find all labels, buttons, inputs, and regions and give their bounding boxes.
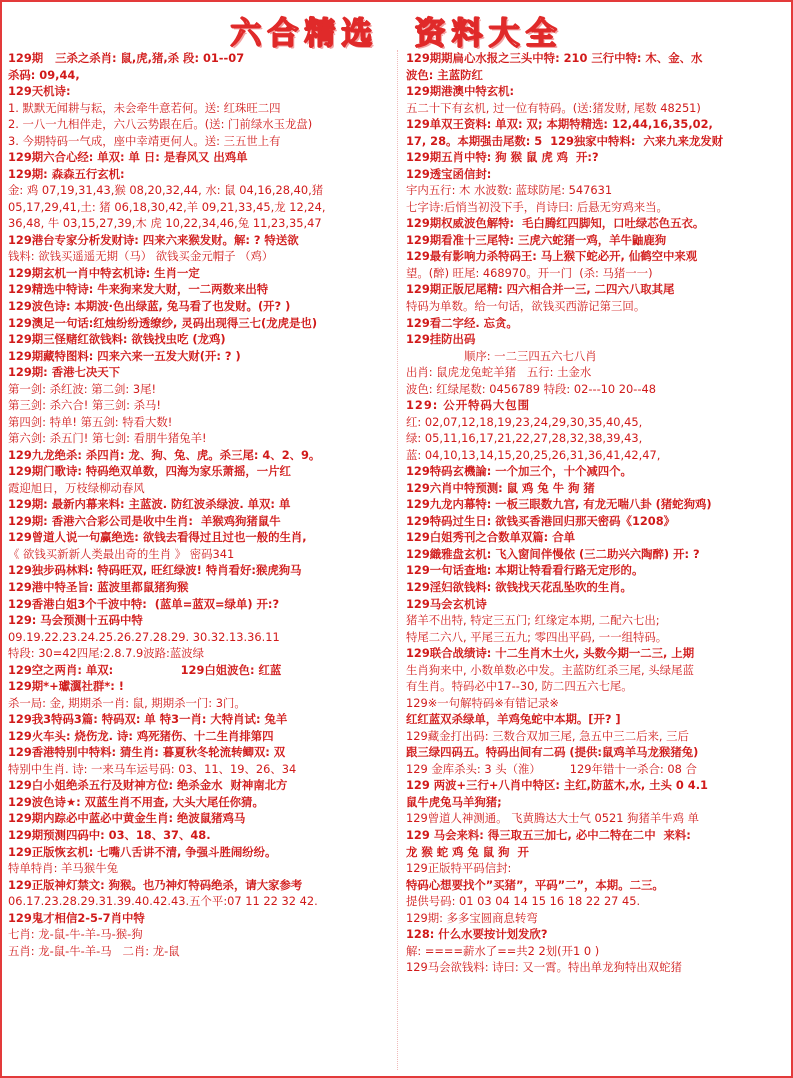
text-line: 2. 一八一九相伴走，六八云势跟在后。(送: 门前绿水玉龙盘) [8, 117, 313, 132]
text-line: 129我3特码3篇: 特码双: 单 特3一肖: 大特肖试: 兔羊 [8, 712, 288, 727]
text-line: 129期玄机一肖中特玄机诗: 生肖一定 [8, 265, 200, 280]
text-line: 第一剑: 杀红波: 第二剑: 3尾! [8, 381, 157, 396]
text-line: 129联合战绩诗: 十二生肖木土火, 头数今期一二三, 上期 [406, 646, 695, 661]
text-line: 霞迎旭日，万枝绿柳动春风 [8, 480, 145, 495]
text-line: 129 金库杀头: 3 头（淮） 129年错十一杀合: 08 合 [406, 761, 697, 776]
text-line: 129九龙绝杀: 杀四肖: 龙、狗、兔、虎。杀三尾: 4、2、9。 [8, 447, 321, 462]
text-line: 猪羊不出特, 特定三五门; 红缘定本期, 二配六七出; [406, 613, 660, 628]
text-line: 金: 鸡 07,19,31,43,猴 08,20,32,44, 水: 鼠 04,16,28,40,猪 [8, 183, 324, 198]
text-line: 红红蓝双杀绿单，羊鸡兔蛇中本期。[开? ] [406, 712, 621, 727]
text-line: 蓝: 04,10,13,14,15,20,25,26,31,36,41,42,47, [406, 447, 661, 462]
text-line: 129期 三杀之杀肖: 鼠,虎,猪,杀 段: 01--07 [8, 51, 245, 65]
text-line: 129看二字经. 忘贪。 [406, 315, 518, 330]
text-line: 06.17.23.28.29.31.39.40.42.43.五个平:07 11 22 32 42. [8, 894, 318, 909]
page-title [8, 6, 785, 50]
text-line: 129火车头: 烧伤龙. 诗: 鸡死猪伤、十二生肖排第四 [8, 728, 274, 743]
text-line: 129最有影响力杀特码王: 马上猴下蛇必开, 仙鹤空中来观 [406, 249, 698, 264]
text-line: 129天机诗: [8, 84, 71, 99]
text-line: 129白小姐绝杀五行及财神方位: 绝杀金水 财神南北方 [8, 778, 288, 793]
text-line: 129独步码林料: 特码旺双, 旺红绿波! 特肖看好:猴虎狗马 [8, 563, 302, 578]
left-column [8, 50, 387, 1070]
text-line: 特别中生肖. 诗: 一来马车运号码: 03、11、19、26、34 [8, 761, 297, 776]
text-line: 望。(醉) 旺尾: 468970。开一门 (杀: 马猪一一) [406, 265, 653, 280]
text-line: 129期六合心经: 单双: 单 日: 是春风又 出鸡单 [8, 150, 248, 165]
text-line: 解: ====薪水了==共2 2划(开1 0 ) [406, 943, 600, 958]
text-line: 129马会欲钱料: 诗曰: 又一霄。特出单龙狗特出双蛇猪 [406, 960, 682, 975]
text-line: 129期: 香港六合彩公司是收中生肖: 羊猴鸡狗猪鼠牛 [8, 513, 281, 528]
text-line: 129一句话查地: 本期让特看看行路无定形的。 [406, 563, 644, 578]
text-line: 129港台专家分析发财诗: 四来六来猴发财。解: ? 特送欲 [8, 232, 299, 247]
text-line: 绿: 05,11,16,17,21,22,27,28,32,38,39,43, [406, 431, 643, 446]
text-line: 129港中特圣旨: 蓝波里都鼠猪狗猴 [8, 580, 189, 594]
text-line: 129挂防出码 [406, 332, 476, 347]
text-line: 129波色诗★: 双蓝生肖不用查, 大头大尾任你猜。 [8, 794, 264, 809]
text-line: 129期权威波色解特: 毛白腾红四脚知，口吐绿芯色五衣。 [406, 216, 705, 231]
text-line: 129透宝函信封: [406, 166, 492, 181]
text-line: 1. 默默无闻耕与耘，未会牵牛意若何。送: 红珠旺二四 [8, 100, 281, 115]
text-line: 129正版特平码信封: [406, 861, 512, 876]
text-line: 128: 什么水要按计划发欣? [406, 927, 548, 942]
text-line: 特段: 30=42四尾:2.8.7.9波路:蓝波绿 [8, 646, 205, 661]
text-line: 出肖: 鼠虎龙兔蛇羊猪 五行: 土金水 [406, 365, 592, 380]
text-line: 129期: 最新内幕来料: 主蓝波. 防红波杀绿波. 单双: 单 [8, 497, 291, 512]
text-line: 特尾二六八, 平尾三五九; 零四出平码, 一一组特码。 [406, 629, 668, 644]
text-line: 129正版神灯禁文: 狗猴。也乃神灯特码绝杀，请大家参考 [8, 877, 303, 892]
text-line: 129期港澳中特玄机: [406, 84, 515, 99]
text-line: 129期门歌诗: 特码绝双单数，四海为家乐萧摇，一片红 [8, 464, 291, 479]
text-line: 09.19.22.23.24.25.26.27.28.29. 30.32.13.36.11 [8, 629, 280, 644]
text-line: 129澳足一句话:红烛纷纷透缭纱, 灵码出现得三七(龙虎是也) [8, 315, 318, 330]
text-line: 129香港白姐3个千波中特: (蓝单=蓝双=绿单) 开:? [8, 596, 280, 611]
text-line: 129期五肖中特: 狗 猴 鼠 虎 鸡 开:? [406, 150, 599, 165]
text-line: 129六肖中特预测: 鼠 鸡 兔 牛 狗 猪 [406, 480, 595, 495]
text-line: 129: 马会预测十五码中特 [8, 613, 143, 628]
text-line: 129期期扁心水报之三头中特: 210 三行中特: 木、金、水 [406, 51, 703, 65]
text-line: 特码心想要找个”买猪”，平码”二”，本期。二三。 [406, 877, 664, 892]
text-line: 《 欲钱买新新人类最出奇的生肖 》 密码341 [8, 546, 235, 561]
text-line: 跟三绿四码五。特码出间有二码 (提供:鼠鸡羊马龙猴猪兔) [406, 745, 699, 760]
text-line: 129※一句解特码※有错记录※ [406, 695, 559, 710]
text-line: 七肖: 龙-鼠-牛-羊-马-猴-狗 [8, 927, 143, 942]
text-line: 顺序: 一二三四五六七八肖 [406, 348, 597, 363]
text-line: 129藏金打出码: 三数合双加三尾, 急五中三二后来, 三后 [406, 728, 689, 743]
text-line: 杀码: 09,44, [8, 67, 80, 82]
text-line: 36,48, 牛 03,15,27,39,木 虎 10,22,34,46,兔 11,23,35,47 [8, 216, 322, 231]
text-line: 有生肖。特码必中17--30, 防二四五六七尾。 [406, 679, 633, 694]
right-column [397, 50, 785, 1070]
text-line: 129期: 森森五行玄机: [8, 166, 125, 181]
text-line: 129香港特别中特料: 猜生肖: 暮夏秋冬轮流转鲫双: 双 [8, 745, 286, 760]
text-line: 129期: 香港七决天下 [8, 365, 121, 380]
text-line: 第三剑: 杀六合! 第三剑: 杀马! [8, 398, 161, 413]
text-line: 第四剑: 特单! 第五剑: 特看大数! [8, 414, 173, 429]
text-line: 129特码过生日: 欲钱买香港回归那天密码《1208》 [406, 513, 676, 528]
text-line: 杀一局: 金, 期期杀一肖: 鼠, 期期杀一门: 3门。 [8, 695, 246, 710]
text-line: 05,17,29,41,土: 猪 06,18,30,42,羊 09,21,33,45,龙 12,24, [8, 199, 326, 214]
page-title-left: 六合精选 [230, 16, 379, 52]
text-line: 宇内五行: 木 水波数: 蓝球防尾: 547631 [406, 183, 613, 198]
text-line: 龙 猴 蛇 鸡 兔 鼠 狗 开 [406, 844, 529, 859]
text-line: 129期预测四码中: 03、18、37、48. [8, 827, 211, 842]
text-line: 129鬼才相信2-5-7肖中特 [8, 910, 145, 925]
text-line: 波色: 主蓝防红 [406, 67, 483, 82]
text-line: 五肖: 龙-鼠-牛-羊-马 二肖: 龙-鼠 [8, 943, 180, 958]
text-line: 钱料: 欲钱买遥遥无期（马） 欲钱买金元帽子 （鸡） [8, 249, 274, 264]
text-line: 鼠牛虎兔马羊狗猪; [406, 794, 502, 809]
text-line: 129期藏特图料: 四来六来一五发大财(开: ? ) [8, 348, 241, 363]
text-line: 129波色诗: 本期波·色出绿蓝, 兔马看了也发财。(开? ) [8, 298, 291, 313]
text-line: 129 马会来料: 得三取五三加七, 必中二特在二中 来料: [406, 827, 691, 842]
content-columns [8, 50, 785, 1070]
text-line: 129马会玄机诗 [406, 596, 487, 611]
text-line: 第六剑: 杀五门! 第七剑: 看朋牛猪兔羊! [8, 431, 207, 446]
text-line: 129空之两肖: 单双: 129白姐波色: 红蓝 [8, 662, 282, 677]
text-line: 129期内踪必中蓝必中黄金生肖: 绝波鼠猪鸡马 [8, 811, 246, 826]
text-line: 生肖狗来中, 小数单数必中发。主蓝防红杀三尾, 头绿尾蓝 [406, 662, 694, 677]
text-line-highlight: 129: 公开特码大包围 [406, 398, 531, 413]
text-line: 129期三怪赌红欲钱料: 欲钱找虫吃 (龙鸡) [8, 332, 226, 347]
text-line: 红: 02,07,12,18,19,23,24,29,30,35,40,45, [406, 414, 643, 429]
text-line: 129白姐秀刊之合数单双篇: 合单 [406, 530, 575, 545]
text-line: 129曾道人神测通。 飞黄腾达大士气 0521 狗猪羊牛鸡 单 [406, 811, 700, 826]
text-line: 特单特肖: 羊马猴牛兔 [8, 861, 118, 876]
text-line: 129特码玄機論: 一个加三个，十个减四个。 [406, 464, 632, 479]
text-line: 17, 28。本期强击尾数: 5 129独家中特料: 六来九来龙发财 [406, 133, 724, 148]
text-line: 129九龙内幕特: 一板三眼数九宫, 有龙无喘八卦 (猪蛇狗鸡) [406, 497, 712, 512]
text-line: 波色: 红绿尾数: 0456789 特段: 02---10 20--48 [406, 381, 656, 396]
text-line: 129期正版尼尾精: 四六相合并一三, 二四六八取其尾 [406, 282, 675, 297]
page-title-right: 资料大全 [414, 16, 563, 52]
text-line: 129正版恢玄机: 七嘴八舌讲不清, 争强斗胜闹纷纷。 [8, 844, 277, 859]
text-line: 五二十下有玄机, 过一位有特码。(送:猪发财, 尾数 48251) [406, 100, 701, 115]
text-line: 129期*+瓛瀷社群*: ! [8, 679, 124, 694]
text-line: 129 两波+三行+八肖中特区: 主红,防蓝木,水, 土头 0 4.1 [406, 778, 708, 793]
text-line: 129淫妇欲钱料: 欲钱找天花乱坠吹的生肖。 [406, 580, 632, 594]
text-line: 129期: 多多宝圆商息转弯 [406, 910, 538, 925]
text-line: 3. 今期特码一气成，座中幸靖更何人。送: 三五世上有 [8, 133, 281, 148]
text-line: 129曾道人说一句赢绝选: 欲钱去看得过且过也一般的生肖, [8, 530, 307, 545]
text-line: 129精选中特诗: 牛来狗来发大财，一二两数来出特 [8, 282, 269, 297]
text-line: 129期看准十三尾特: 三虎六蛇猪一鸡，羊牛鼬鹿狗 [406, 232, 667, 247]
text-line: 特码为单数。给一句话，欲钱买西游记第三回。 [406, 298, 646, 313]
text-line: 129单双王资料: 单双: 双; 本期特精选: 12,44,16,35,02, [406, 117, 713, 132]
text-line: 129織雅盘玄机: 飞入窗间伴慢依 (三二助兴六陶醉) 开: ? [406, 546, 700, 561]
text-line: 提供号码: 01 03 04 14 15 16 18 22 27 45. [406, 894, 641, 909]
text-line: 七字诗:后悄当初没下手，肖诗曰: 后悬无穷鸡来当。 [406, 199, 668, 214]
